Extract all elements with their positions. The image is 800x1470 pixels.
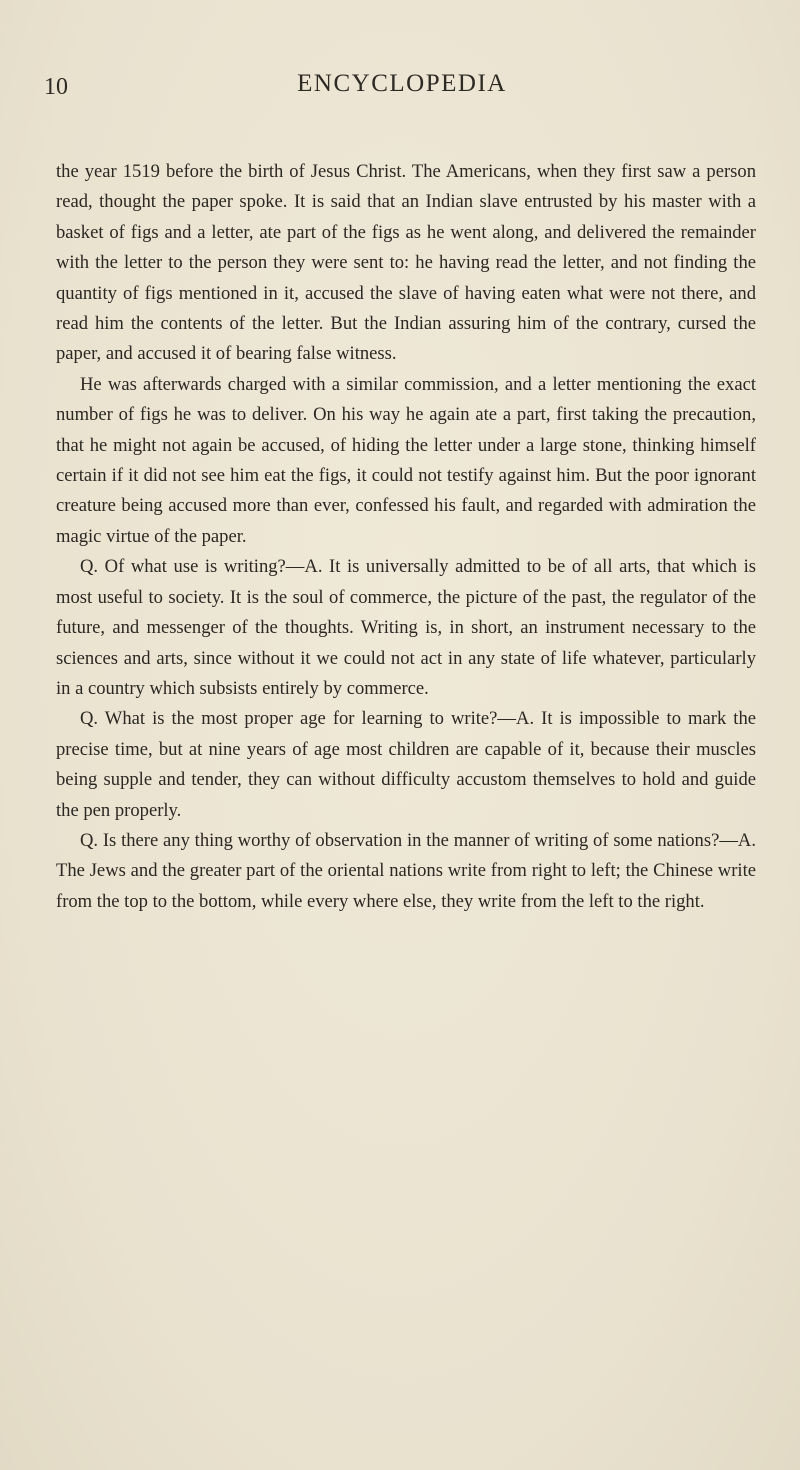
running-title: ENCYCLOPEDIA [297,70,507,97]
paragraph-3: Q. Of what use is writing?—A. It is universally admitted to be of all arts, that which is most useful to society. It is the soul of commerce, the picture of the past, the regulator of the future, and messenger of the thoughts. Writing is, in short, an instrument necessary to the sciences and arts, since without it we could not act in any state of life whatever, particularly in a country which subsists entirely by commerce. [56,556,756,699]
page-number: 10 [44,74,68,100]
body-text [56,157,756,917]
paragraph-4: Q. What is the most proper age for learning to write?—A. It is impossible to mark the precise time, but at nine years of age most children are capable of it, because their muscles being supple and tender, they can without difficulty accustom themselves to hold and guide the pen properly. [56,708,756,821]
paragraph-1: the year 1519 before the birth of Jesus Christ. The Americans, when they first saw a person read, thought the paper spoke. It is said that an Indian slave entrusted by his master with a basket of figs and a letter, ate part of the figs as he went along, and delivered the remainder with the letter to the person they were sent to: he having read the letter, and not finding the quantity of figs mentioned in it, accused the slave of having eaten what were not there, and read him the contents of the letter. But the Indian assuring him of the contrary, cursed the paper, and accused it of bearing false witness. [56,161,756,365]
paragraph-5: Q. Is there any thing worthy of observation in the manner of writing of some nations?—A. The Jews and the greater part of the oriental nations write from right to left; the Chinese write from the top to the bottom, while every where else, they write from the left to the right. [56,829,756,912]
running-head [44,70,760,110]
paragraph-2: He was afterwards charged with a similar commission, and a letter mentioning the exact number of figs he was to deliver. On his way he again ate a part, first taking the precaution, that he might not again be accused, of hiding the letter under a large stone, thinking himself certain if it did not see him eat the figs, it could not testify against him. But the poor ignorant creature being accused more than ever, confessed his fault, and regarded with admiration the magic virtue of the paper. [56,373,756,547]
